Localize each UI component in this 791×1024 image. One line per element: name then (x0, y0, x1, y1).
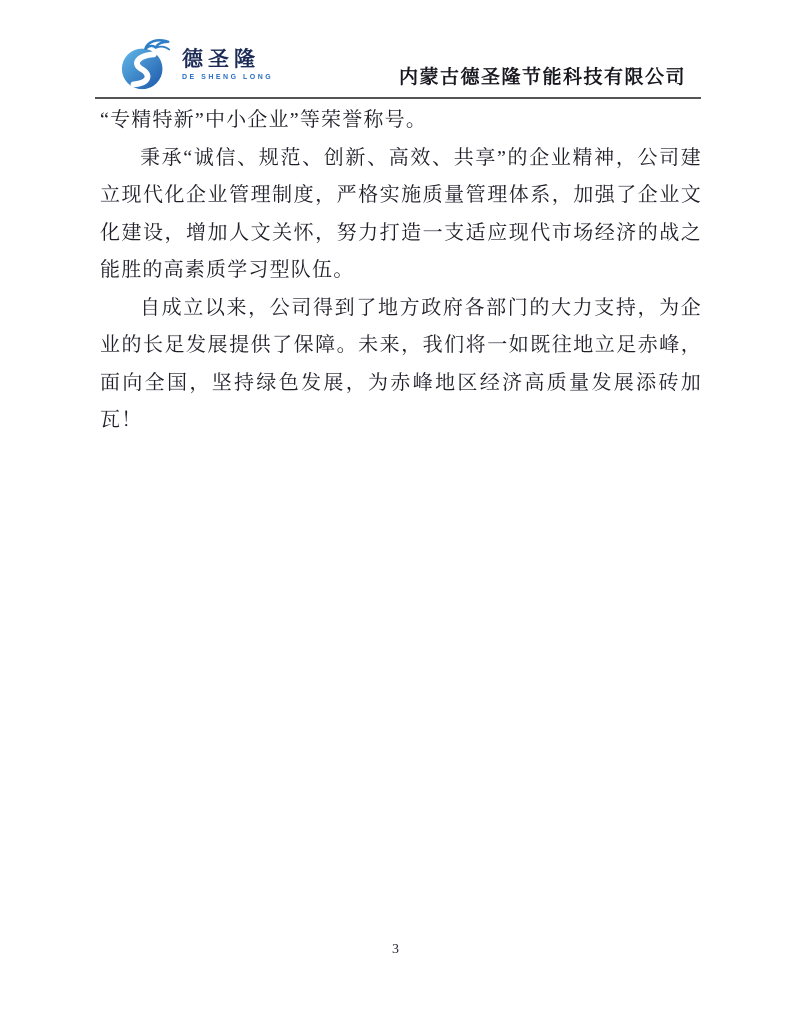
logo-english-name: DE SHENG LONG (182, 74, 274, 81)
dragon-s-logo-icon (118, 36, 176, 94)
logo-wordmark (182, 49, 273, 81)
company-logo (118, 36, 273, 94)
paragraph-future: 自成立以来，公司得到了地方政府各部门的大力支持，为企业的长足发展提供了保障。未来，我们将一如既往地立足赤峰，面向全国，坚持绿色发展，为赤峰地区经济高质量发展添砖加瓦！ (100, 296, 702, 431)
document-body (100, 102, 702, 440)
header-company-name: 内蒙古德圣隆节能科技有限公司 (398, 67, 686, 88)
paragraph-honors: “专精特新”中小企业”等荣誉称号。 (100, 109, 428, 131)
logo-chinese-name: 德圣隆 (182, 48, 260, 71)
document-footer (0, 940, 791, 958)
paragraph-spirit: 秉承“诚信、规范、创新、高效、共享”的企业精神，公司建立现代化企业管理制度，严格实施质量管理体系，加强了企业文化建设，增加人文关怀，努力打造一支适应现代市场经济的战之能胜的高素质学习型队伍。 (100, 146, 702, 281)
page-number: 3 (392, 942, 399, 957)
header-divider (95, 97, 701, 99)
